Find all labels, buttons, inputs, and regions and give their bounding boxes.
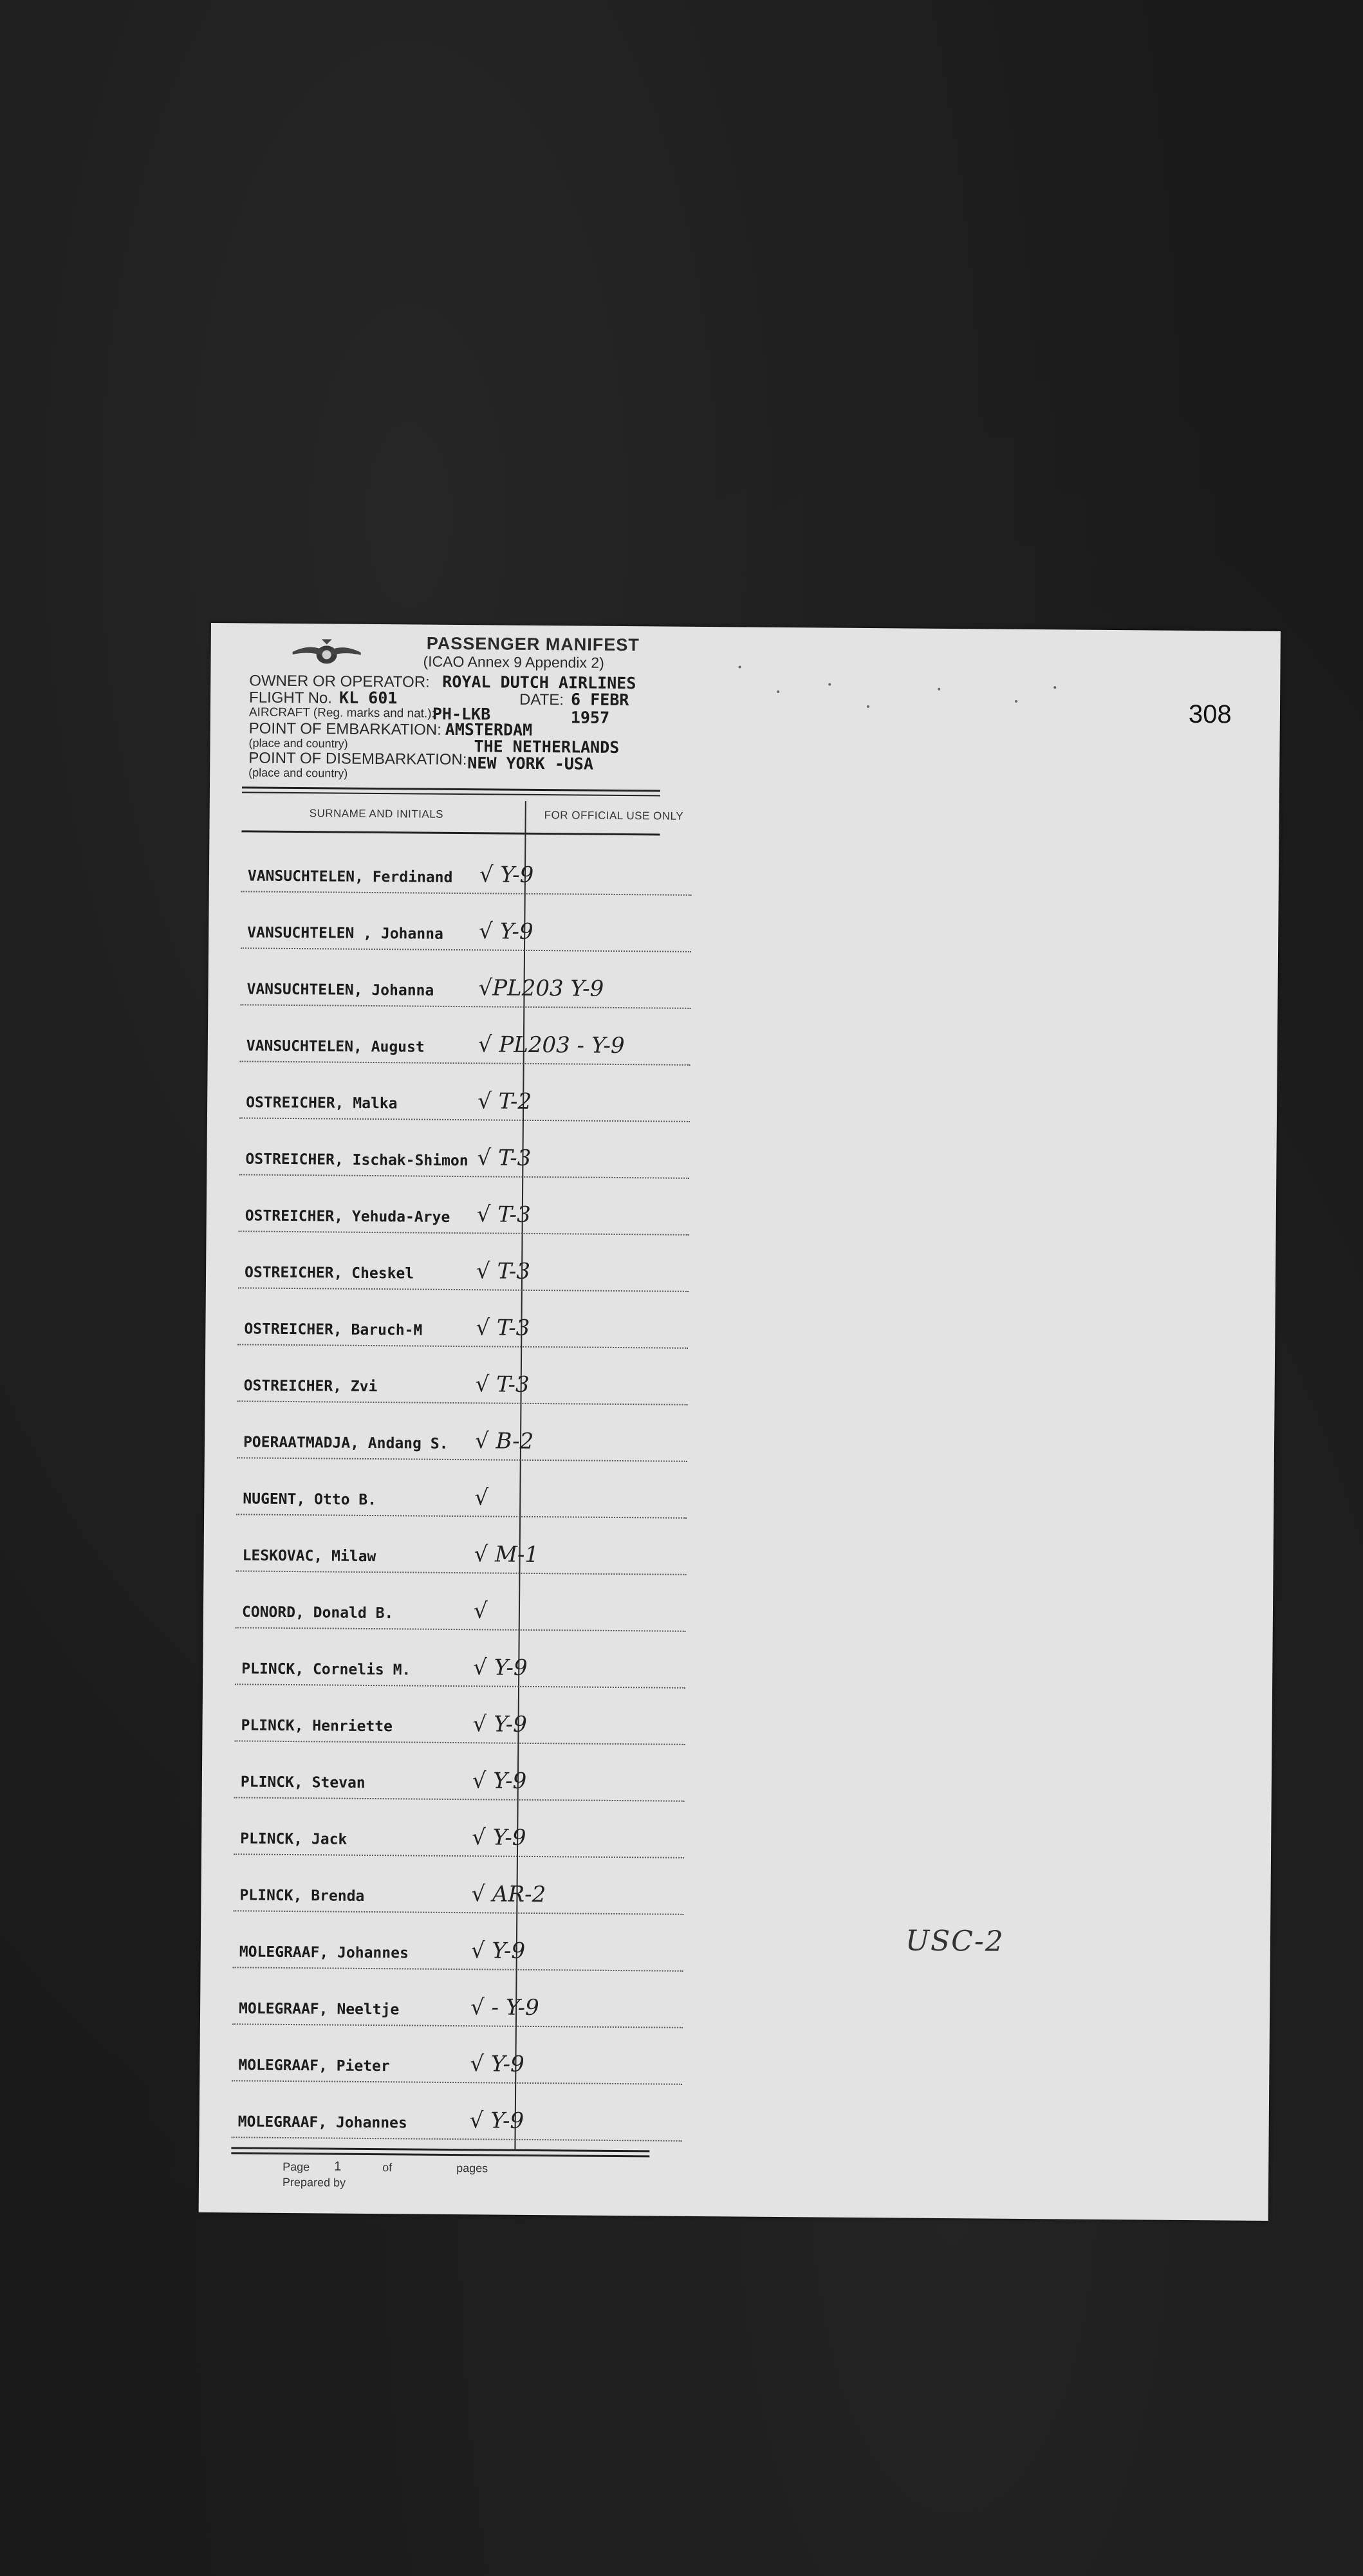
- disembarkation-value: NEW YORK -USA: [467, 754, 594, 774]
- official-note: √ T-3: [475, 1371, 530, 1398]
- footer-page-label: Page: [283, 2160, 310, 2174]
- official-note: √ Y-9: [479, 918, 533, 945]
- footer-pages-label: pages: [456, 2162, 488, 2175]
- passenger-row: [236, 1521, 687, 1581]
- official-note: √ - Y-9: [470, 1994, 539, 2021]
- aircraft-value: PH-LKB: [432, 704, 491, 724]
- passenger-row: [240, 1012, 691, 1071]
- passenger-row: [239, 1125, 690, 1185]
- passenger-row: [241, 842, 692, 902]
- passenger-row: [239, 1068, 691, 1128]
- page-number: 308: [1188, 700, 1232, 729]
- passenger-name: OSTREICHER, Malka: [246, 1094, 398, 1113]
- official-note: √ Y-9: [470, 1938, 526, 1964]
- manifest-page: [199, 623, 1281, 2221]
- passenger-row: [232, 1974, 683, 2034]
- passenger-row: [231, 2088, 682, 2147]
- official-note: √: [474, 1485, 489, 1511]
- passenger-row: [238, 1238, 689, 1298]
- passenger-row: [240, 955, 691, 1015]
- passenger-name: PLINCK, Henriette: [241, 1717, 393, 1736]
- manifest-title: PASSENGER MANIFEST: [426, 633, 640, 655]
- manifest-subtitle: (ICAO Annex 9 Appendix 2): [423, 653, 604, 671]
- owner-value: ROYAL DUTCH AIRLINES: [442, 672, 636, 693]
- official-note: √ T-3: [476, 1315, 530, 1341]
- passenger-row: [236, 1465, 687, 1524]
- passenger-row: [237, 1408, 688, 1468]
- embarkation-value: AMSTERDAM: [445, 719, 533, 739]
- official-note: √ T-3: [477, 1145, 532, 1171]
- embarkation-hint: (place and country): [248, 736, 348, 750]
- passenger-name: PLINCK, Jack: [240, 1830, 348, 1848]
- passenger-row: [234, 1691, 685, 1751]
- official-note: √ AR-2: [471, 1881, 546, 1908]
- flight-label: FLIGHT No.: [248, 689, 333, 707]
- official-note: √ T-3: [476, 1201, 531, 1228]
- column-header-surname: SURNAME AND INITIALS: [309, 807, 444, 820]
- passenger-name: OSTREICHER, Ischak-Shimon: [245, 1151, 468, 1170]
- handwritten-side-note: USC-2: [905, 1924, 1005, 1958]
- passenger-name: MOLEGRAAF, Johannes: [239, 1943, 409, 1962]
- passenger-name: VANSUCHTELEN, Johanna: [246, 981, 434, 999]
- passenger-row: [238, 1181, 689, 1241]
- header-rule-secondary: [242, 792, 660, 796]
- footer-prepared-label: Prepared by: [282, 2175, 346, 2189]
- year-value: 1957: [570, 708, 610, 727]
- passenger-name: MOLEGRAAF, Johannes: [237, 2113, 407, 2132]
- passenger-name: PLINCK, Cornelis M.: [241, 1660, 411, 1679]
- official-note: √ T-3: [476, 1258, 531, 1284]
- official-note: √PL203 Y-9: [478, 975, 604, 1002]
- passenger-name: OSTREICHER, Yehuda-Arye: [245, 1207, 450, 1226]
- passenger-name: VANSUCHTELEN, August: [246, 1037, 425, 1056]
- header-rule: [242, 786, 660, 792]
- official-note: √ Y-9: [472, 1768, 527, 1794]
- owner-label: OWNER OR OPERATOR:: [249, 672, 430, 691]
- disembarkation-label: POINT OF DISEMBARKATION:: [248, 749, 467, 769]
- flight-value: KL 601: [338, 688, 398, 708]
- passenger-name: PLINCK, Stevan: [240, 1774, 366, 1792]
- passenger-name: LESKOVAC, Milaw: [242, 1547, 376, 1566]
- official-note: √: [473, 1598, 488, 1624]
- disembarkation-hint: (place and country): [248, 766, 348, 780]
- official-note: √ Y-9: [479, 862, 534, 888]
- official-note: √ B-2: [474, 1428, 534, 1454]
- column-header-official: FOR OFFICIAL USE ONLY: [544, 809, 684, 822]
- passenger-name: MOLEGRAAF, Pieter: [238, 2057, 390, 2075]
- official-note: √ Y-9: [470, 2051, 524, 2077]
- passenger-row: [241, 898, 692, 958]
- passenger-name: OSTREICHER, Cheskel: [244, 1264, 414, 1283]
- passenger-row: [235, 1635, 686, 1694]
- passenger-row: [237, 1351, 688, 1411]
- passenger-row: [232, 2031, 683, 2091]
- official-note: √ Y-9: [473, 1654, 528, 1681]
- passenger-name: OSTREICHER, Baruch-M: [244, 1320, 423, 1339]
- table-bottom-rule: [231, 2147, 649, 2152]
- footer-page-value: 1: [334, 2159, 342, 2174]
- passenger-row: [233, 1918, 684, 1978]
- passenger-row: [234, 1804, 685, 1864]
- official-note: √ T-2: [478, 1088, 532, 1115]
- airline-logo-icon: [291, 635, 362, 672]
- passenger-name: NUGENT, Otto B.: [243, 1490, 377, 1509]
- official-note: √ Y-9: [472, 1711, 528, 1737]
- passenger-name: VANSUCHTELEN , Johanna: [247, 924, 443, 943]
- aircraft-label: AIRCRAFT (Reg. marks and nat.):: [248, 705, 435, 721]
- official-note: √ Y-9: [472, 1824, 526, 1851]
- date-label: DATE:: [519, 690, 564, 709]
- official-note: √ PL203 - Y-9: [478, 1032, 625, 1059]
- table-bottom-rule-secondary: [231, 2152, 649, 2157]
- passenger-row: [233, 1861, 684, 1921]
- passenger-name: PLINCK, Brenda: [239, 1887, 365, 1905]
- footer-of-label: of: [382, 2161, 393, 2174]
- passenger-row: [234, 1748, 685, 1808]
- passenger-name: MOLEGRAAF, Neeltje: [238, 2000, 400, 2019]
- official-note: √ Y-9: [469, 2108, 524, 2134]
- official-note: √ M-1: [474, 1541, 539, 1568]
- passenger-list: [231, 842, 692, 2147]
- passenger-name: POERAATMADJA, Andang S.: [243, 1434, 449, 1452]
- passenger-row: [237, 1295, 689, 1355]
- embarkation-country: THE NETHERLANDS: [474, 737, 620, 757]
- date-value: 6 FEBR: [570, 690, 629, 710]
- passenger-name: OSTREICHER, Zvi: [243, 1377, 378, 1396]
- passenger-row: [236, 1578, 687, 1638]
- passenger-name: CONORD, Donald B.: [241, 1604, 394, 1622]
- column-header-rule: [241, 830, 660, 835]
- embarkation-label: POINT OF EMBARKATION:: [248, 719, 441, 739]
- passenger-name: VANSUCHTELEN, Ferdinand: [247, 867, 453, 886]
